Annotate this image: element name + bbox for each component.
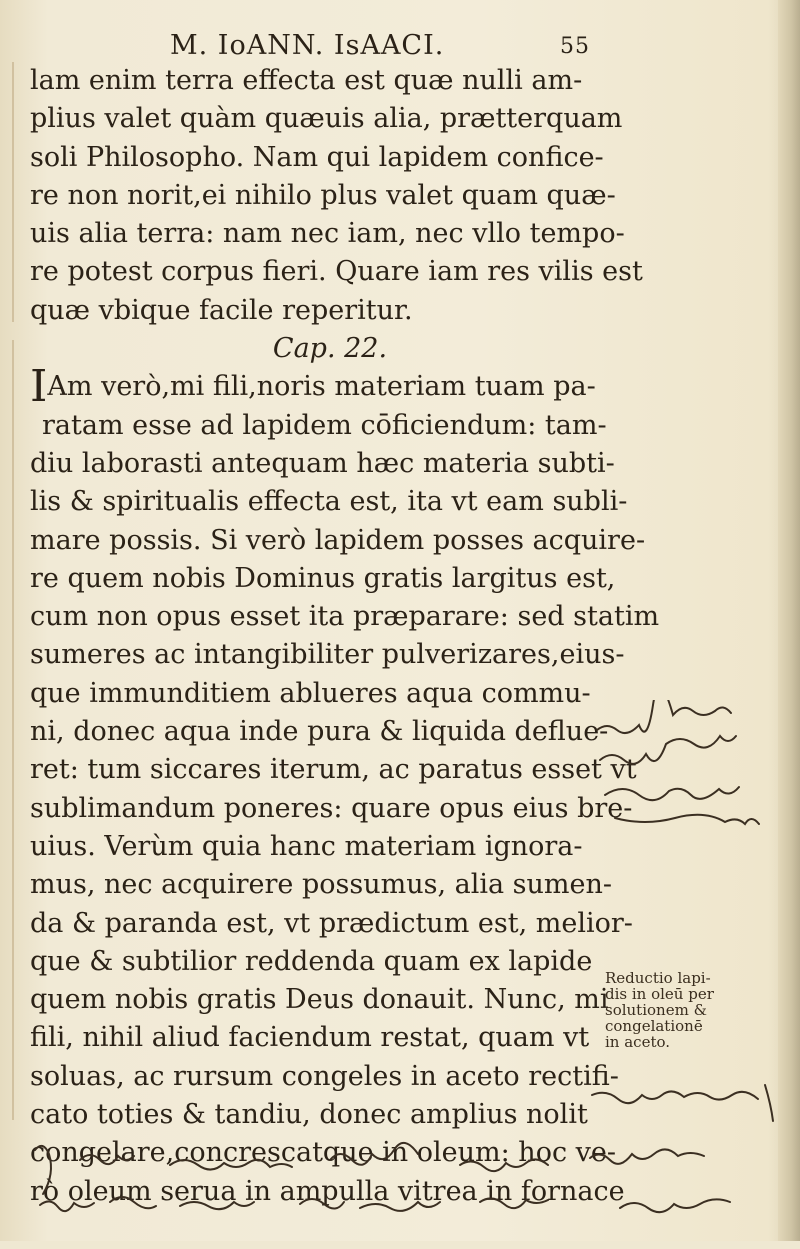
text-line: diu laborasti antequam hæc materia subti- [30, 447, 615, 479]
chapter-heading: Cap. 22. [272, 333, 388, 365]
text-line: ni, donec aqua inde pura & liquida deflue- [30, 716, 609, 748]
text-line: cato toties & tandiu, donec amplius nolit [30, 1099, 588, 1131]
text-line: quem nobis gratis Deus donauit. Nunc, mi [30, 984, 609, 1016]
text-line [30, 361, 596, 413]
text-line: soluas, ac rursum congeles in aceto rectifi- [30, 1060, 619, 1092]
text-line: sumeres ac intangibiliter pulverizares,eius- [30, 639, 625, 671]
text-line: cum non opus esset ita præparare: sed statim [30, 601, 660, 633]
text-line-rest: Am verò,mi fili,noris materiam tuam pa- [47, 371, 596, 403]
margin-note-line: in aceto. [605, 1033, 671, 1051]
marginal-note [605, 970, 725, 1050]
text-line: fili, nihil aliud faciendum restat, quam vt [30, 1022, 590, 1054]
text-line: lis & spiritualis effecta est, ita vt eam subli- [30, 486, 628, 518]
text-line: da & paranda est, vt prædictum est, melior- [30, 907, 633, 939]
text-line: re non norit,ei nihilo plus valet quam quæ- [30, 179, 616, 211]
page-edge [778, 0, 800, 1241]
margin-rule [12, 340, 22, 1120]
page-number: 55 [560, 34, 590, 59]
text-line: re quem nobis Dominus gratis largitus est, [30, 562, 616, 594]
margin-note-line: congelationē [605, 1017, 703, 1035]
text-line: ret: tum siccares iterum, ac paratus esset vt [30, 754, 637, 786]
margin-rule [12, 62, 22, 322]
drop-cap: I [30, 361, 48, 413]
running-head: M. IoANN. IsAACI. [170, 30, 445, 61]
text-line: sublimandum poneres: quare opus eius bre- [30, 792, 633, 824]
text-line: lam enim terra effecta est quæ nulli am- [30, 65, 583, 96]
text-line: soli Philosopho. Nam qui lapidem confice- [30, 141, 604, 173]
handwritten-annotation [595, 700, 770, 830]
text-line: ratam esse ad lapidem cōficiendum: tam- [42, 409, 607, 441]
text-line: quæ vbique facile reperitur. [30, 294, 413, 326]
margin-note-line: Reductio lapi- [605, 969, 711, 987]
handwritten-annotation [590, 1075, 795, 1125]
text-line: plius valet quàm quæuis alia, prætterquam [30, 103, 623, 135]
margin-note-line: dis in oleū per [605, 985, 714, 1003]
text-line: re potest corpus fieri. Quare iam res vilis est [30, 256, 643, 288]
text-line: rò oleum serua in ampulla vitrea in fornace [30, 1175, 625, 1207]
handwritten-annotation [30, 1130, 800, 1230]
text-line: uis alia terra: nam nec iam, nec vllo tempo- [30, 218, 625, 250]
text-line: que immunditiem ablueres aqua commu- [30, 677, 591, 709]
text-line: congelare,concrescatque in oleum: hoc ve- [30, 1137, 617, 1169]
text-line: mus, nec acquirere possumus, alia sumen- [30, 869, 613, 901]
margin-note-line: solutionem & [605, 1001, 707, 1019]
text-line: que & subtilior reddenda quam ex lapide [30, 945, 593, 977]
text-line: mare possis. Si verò lapidem posses acquire- [30, 524, 646, 556]
text-line: uius. Verùm quia hanc materiam ignora- [30, 830, 583, 862]
